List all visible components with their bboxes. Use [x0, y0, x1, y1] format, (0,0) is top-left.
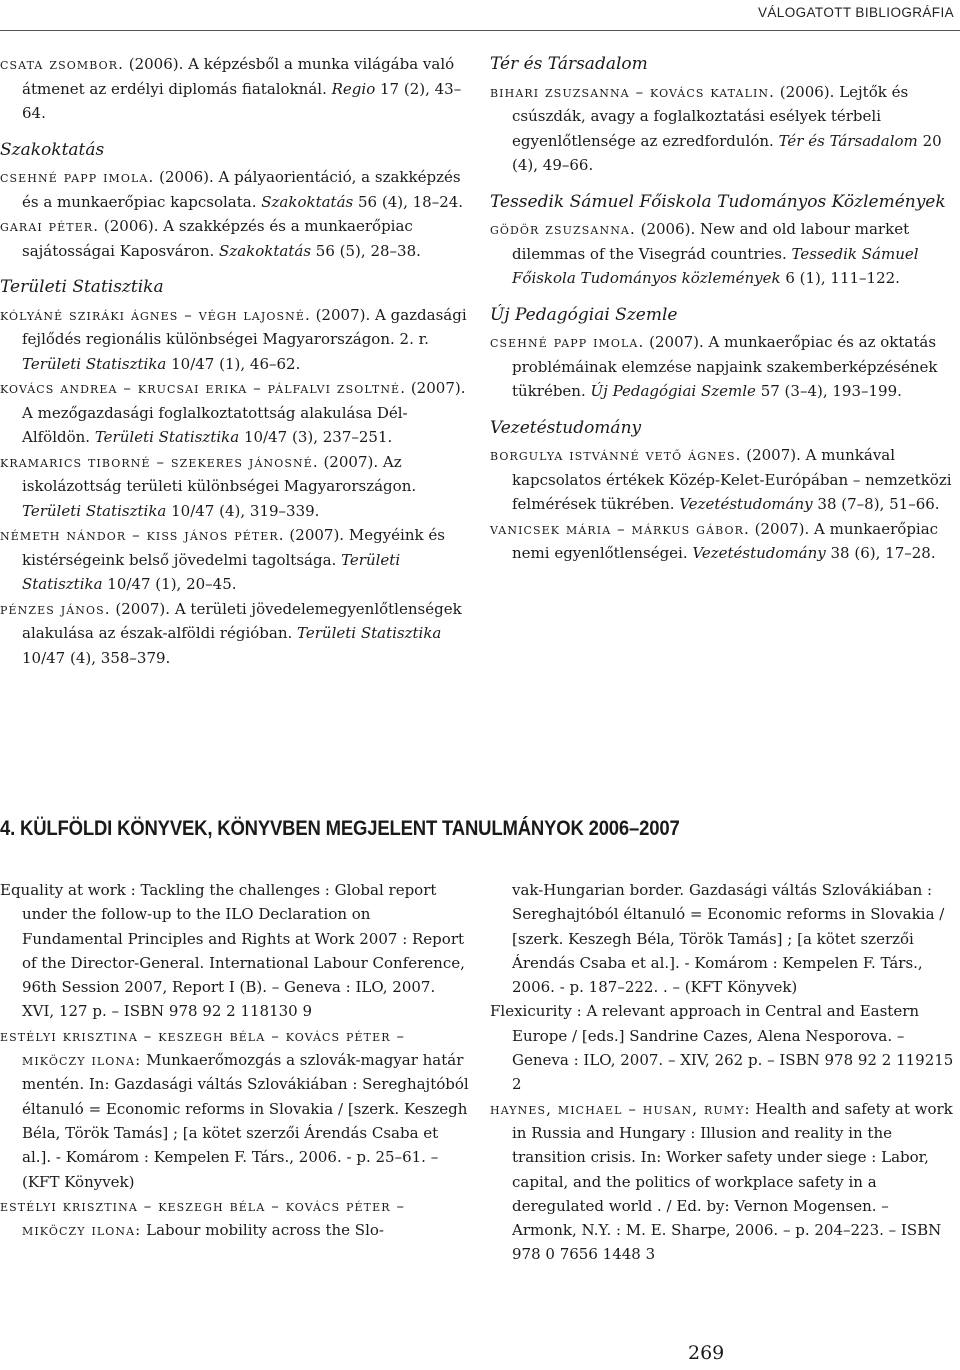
entry-text: (2006). A képzésből a munka világába való átmenet az erdélyi diplomás fiataloknál. — [22, 55, 455, 98]
right-column-top — [490, 52, 956, 566]
entry-text: Munkaerőmozgás a szlovák-magyar határ mentén. In: Gazdasági váltás Szlovákiában : Sereghajtóból éltanuló = Economic reforms in Slovakia / [szerk. Keszegh Béla, Török Tamás] ; [a kötet szerzői Árendás Csaba et al.]. - Komárom : Kempelen F. Társ., 2006. - p. 25–61. – (KFT Könyvek) — [22, 1051, 469, 1191]
bib-entry — [490, 330, 956, 404]
entry-author: borgulya istvánné vető ágnes. — [490, 446, 742, 464]
entry-rest: 10/47 (4), 319–339. — [166, 501, 320, 520]
entry-author: gödör zsuzsanna. — [490, 220, 636, 238]
entry-journal: Területi Statisztika — [22, 354, 167, 373]
entry-text: (2007). A munkaerőpiac nemi egyenlőtlenségei. — [512, 519, 939, 562]
entry-rest: 10/47 (1), 46–62. — [166, 354, 301, 373]
entry-text: Health and safety at work in Russia and Hungary : Illusion and reality in the transition crisis. In: Worker safety under siege : Labor, capital, and the politics of workplace safety in a deregulated world . / Ed. by: Vernon Mogensen. – Armonk, N.Y. : M. E. Sharpe, 2006. – p. 204–223. – ISBN 978 0 7656 1448 3 — [512, 1099, 953, 1264]
entry-rest: 10/47 (1), 20–45. — [102, 575, 237, 593]
entry-author: csehné papp imola. — [490, 333, 645, 351]
entry-text: (2007). A területi jövedelemegyenlőtlenségek alakulása az észak-alföldi régióban. — [22, 599, 462, 642]
entry-author: kovács andrea – krucsai erika – pálfalvi zsoltné. — [0, 379, 407, 397]
journal-heading: Szakoktatás — [0, 139, 105, 160]
bib-entry — [490, 80, 956, 178]
entry-rest: 20 (4), 49–66. — [512, 131, 942, 174]
bib-entry-continued — [490, 878, 956, 999]
entry-author: vanicsek mária – márkus gábor. — [490, 519, 750, 538]
bib-entry — [0, 1194, 470, 1243]
entry-author: kólyáné sziráki ágnes – végh lajosné. — [0, 305, 311, 324]
journal-heading: Tér és Társadalom — [490, 54, 648, 74]
entry-journal: Vezetéstudomány — [679, 495, 813, 513]
page-number: 269 — [688, 1342, 725, 1364]
entry-author: pénzes jános. — [0, 599, 111, 618]
entry-text: (2007). Megyéink és kistérségeink belső jövedelmi tagoltsága. — [22, 526, 445, 569]
journal-heading: Vezetéstudomány — [490, 417, 642, 438]
bib-entry — [0, 450, 470, 524]
entry-author: garai péter. — [0, 217, 100, 235]
entry-text: (2006). Lejtők és csúszdák, avagy a foglalkoztatási esélyek térbeli egyenlőtlensége az ezredfordulón. — [512, 82, 909, 150]
entry-text: (2007). A munkaerőpiac és az oktatás problémáinak elemzése napjaink szakemberképzésének tükrében. — [512, 333, 938, 400]
entry-journal: Szakoktatás — [261, 192, 354, 211]
entry-rest: 17 (2), 43–64. — [22, 79, 462, 122]
entry-author: németh nándor – kiss jános péter. — [0, 526, 285, 544]
section-title: 4. KÜLFÖLDI KÖNYVEK, KÖNYVBEN MEGJELENT TANULMÁNYOK 2006–2007 — [0, 816, 680, 840]
left-column-top — [0, 52, 470, 670]
entry-text: vak-Hungarian border. Gazdasági váltás Szlovákiában : Sereghajtóból éltanuló = Economic reforms in Slovakia / [szerk. Keszegh Béla, Török Tamás] ; [a kötet szerzői Árendás Csaba et al.]. - Komárom : Kempelen F. Társ., 2006. - p. 187–222. . – (KFT Könyvek) — [512, 881, 945, 997]
entry-rest: 56 (5), 28–38. — [311, 241, 421, 260]
bib-entry — [0, 376, 470, 450]
header-rule — [0, 30, 960, 31]
entry-journal: Regio — [331, 79, 376, 98]
entry-text: Flexicurity : A relevant approach in Central and Eastern Europe / [eds.] Sandrine Cazes, Alena Nesporova. – Geneva : ILO, 2007. – XIV, 262 p. – ISBN 978 92 2 119215 2 — [490, 1002, 954, 1094]
bib-entry — [0, 214, 470, 263]
entry-text: (2006). New and old labour market dilemmas of the Visegrád countries. — [512, 220, 910, 263]
entry-author: csehné papp imola. — [0, 168, 155, 186]
entry-author: estélyi krisztina – keszegh béla – kovács péter – miköczy ilona: — [0, 1026, 406, 1070]
bib-entry — [0, 597, 470, 671]
journal-heading: Területi Statisztika — [0, 277, 164, 297]
entry-rest: 10/47 (3), 237–251. — [239, 428, 393, 446]
entry-text: (2006). A pályaorientáció, a szakképzés és a munkaerőpiac kapcsolata. — [22, 168, 461, 211]
entry-text: Equality at work : Tackling the challenges : Global report under the follow-up to the ILO Declaration on Fundamental Principles and Rights at Work 2007 : Report of the Director-General. International Labour Conference, 96th Session 2007, Report I (B). – Geneva : ILO, 2007. XVI, 127 p. – ISBN 978 92 2 118130 9 — [0, 881, 465, 1021]
entry-text: (2007). A munkával kapcsolatos értékek Közép-Kelet-Európában – nemzetközi felmérések tükrében. — [512, 446, 952, 513]
bib-entry — [490, 443, 956, 517]
entry-author: kramarics tiborné – szekeres jánosné. — [0, 452, 319, 471]
bib-entry — [490, 517, 956, 566]
bib-entry — [0, 165, 470, 214]
entry-rest: 6 (1), 111–122. — [780, 269, 900, 287]
entry-rest: 57 (3–4), 193–199. — [755, 382, 902, 400]
bib-entry — [0, 1024, 470, 1194]
journal-heading: Tessedik Sámuel Főiskola Tudományos Közlemények — [490, 191, 946, 212]
entry-journal: Új Pedagógiai Szemle — [590, 382, 756, 400]
entry-journal: Területi Statisztika — [297, 624, 442, 642]
left-column-bottom — [0, 878, 470, 1242]
entry-rest: 10/47 (4), 358–379. — [22, 648, 171, 667]
entry-rest: 56 (4), 18–24. — [353, 192, 464, 211]
entry-journal: Területi Statisztika — [22, 550, 401, 593]
entry-text: (2007). Az iskolázottság területi különbségei Magyarországon. — [22, 452, 417, 495]
entry-rest: 38 (6), 17–28. — [825, 544, 936, 562]
entry-journal: Területi Statisztika — [22, 501, 167, 520]
entry-journal: Szakoktatás — [219, 241, 312, 260]
bib-entry — [490, 217, 956, 291]
running-header: VÁLOGATOTT BIBLIOGRÁFIA — [758, 5, 954, 20]
entry-text: (2007). A gazdasági fejlődés regionális különbségei Magyarországon. 2. r. — [22, 305, 467, 348]
entry-rest: 38 (7–8), 51–66. — [812, 495, 940, 513]
entry-journal: Területi Statisztika — [94, 428, 240, 446]
entry-author: haynes, michael – husan, rumy: — [490, 1099, 751, 1118]
right-column-bottom — [490, 878, 956, 1267]
entry-author: bihari zsuzsanna – kovács katalin. — [490, 82, 776, 101]
journal-heading: Új Pedagógiai Szemle — [490, 304, 678, 325]
bib-entry — [490, 1097, 956, 1267]
bib-entry — [0, 523, 470, 597]
bib-entry — [0, 878, 470, 1024]
entry-journal: Vezetéstudomány — [692, 544, 826, 562]
entry-text: (2006). A szakképzés és a munkaerőpiac sajátosságai Kaposváron. — [22, 217, 413, 260]
entry-journal: Tér és Társadalom — [778, 131, 918, 150]
bib-entry — [0, 52, 470, 126]
bib-entry — [490, 999, 956, 1096]
entry-author: csata zsombor. — [0, 55, 124, 73]
entry-journal: Tessedik Sámuel Főiskola Tudományos közlemények — [512, 244, 919, 287]
entry-author: estélyi krisztina – keszegh béla – kovács péter – miköczy ilona: — [0, 1196, 406, 1240]
bib-entry — [0, 303, 470, 377]
entry-text: (2007). A mezőgazdasági foglalkoztatottság alakulása Dél-Alföldön. — [22, 379, 466, 446]
entry-text: Labour mobility across the Slo- — [141, 1221, 384, 1240]
